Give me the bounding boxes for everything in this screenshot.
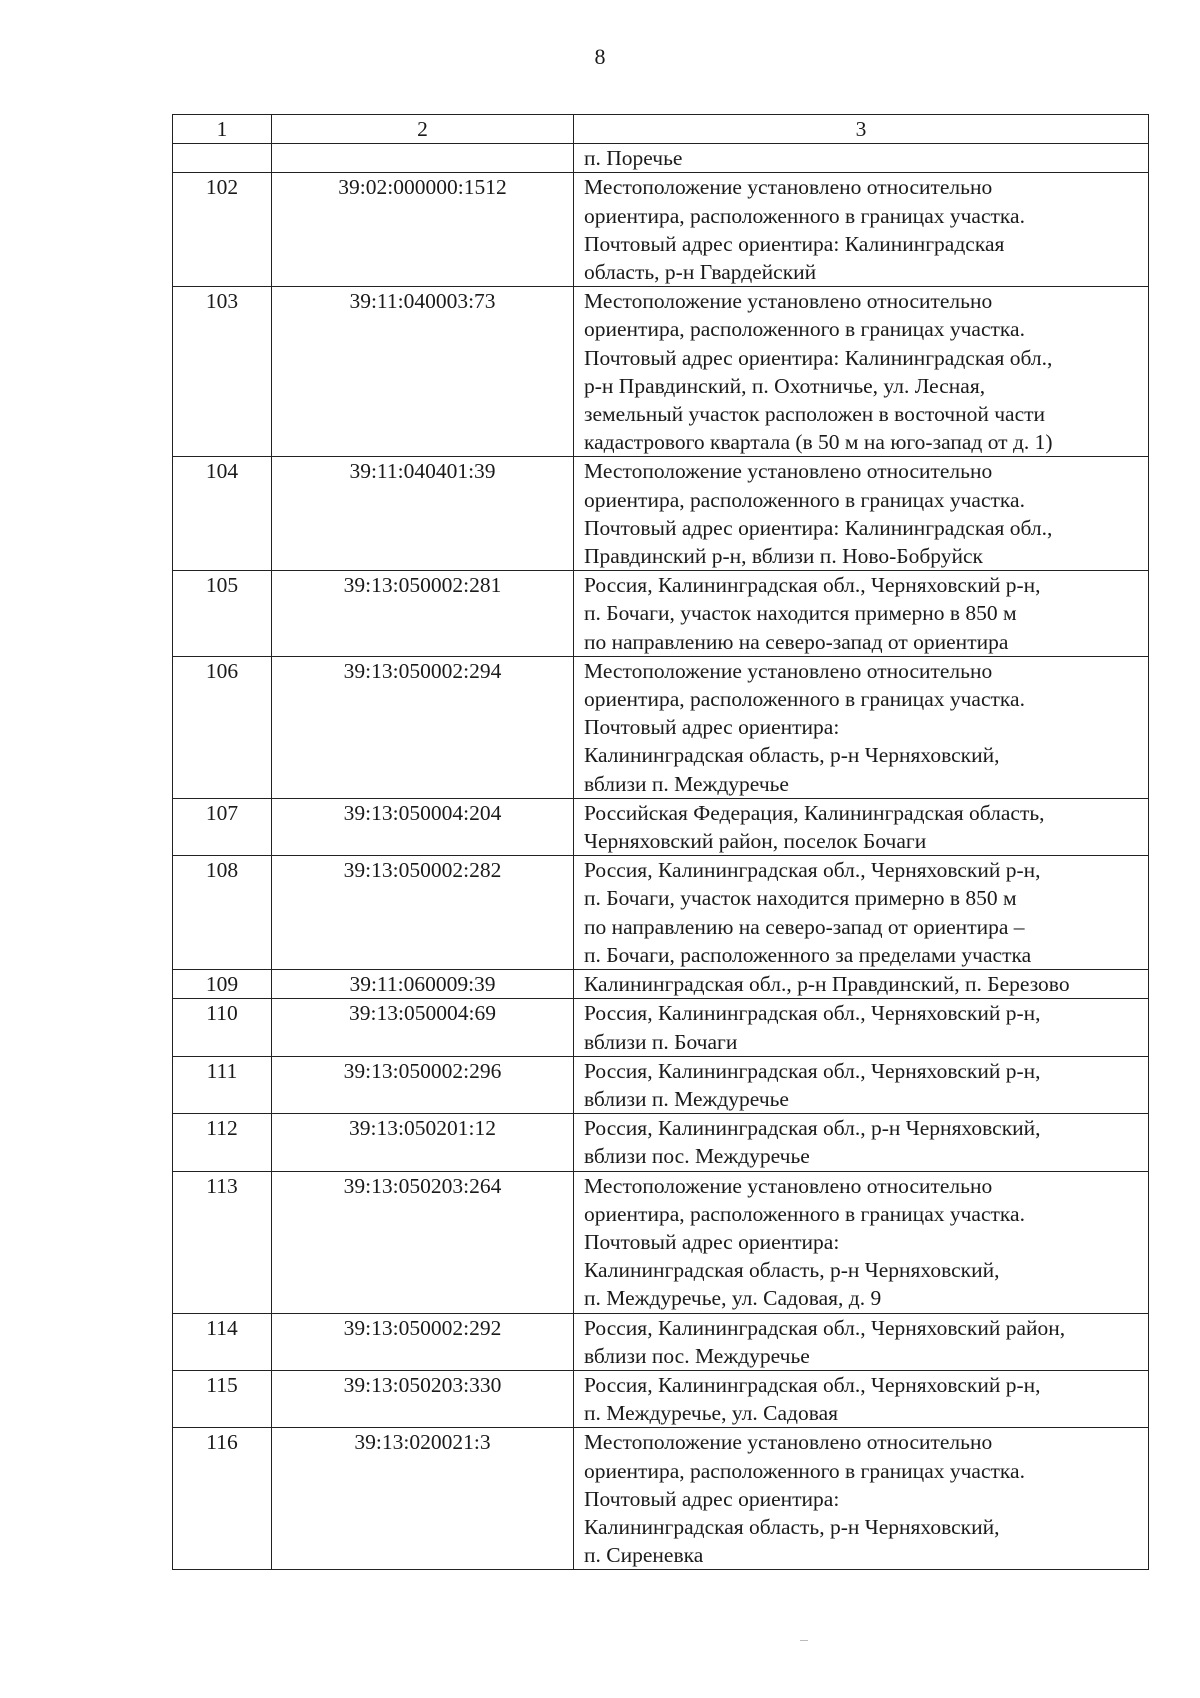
address-cell: Местоположение установлено относительно ориентира, расположенного в границах участка. Почтовый адрес ориентира: Калининградская область, р-н Гвардейский — [574, 173, 1149, 287]
scan-artifact — [800, 1640, 808, 1641]
address-cell: Россия, Калининградская обл., р-н Черняховский, вблизи пос. Междуречье — [574, 1114, 1149, 1171]
table-row — [173, 999, 1149, 1056]
table-body — [173, 115, 1149, 1570]
address-cell: Местоположение установлено относительно ориентира, расположенного в границах участка. Почтовый адрес ориентира: Калининградская обл., Правдинский р-н, вблизи п. Ново-Бобруйск — [574, 457, 1149, 571]
row-number-cell: 111 — [173, 1056, 272, 1113]
cadastral-number-cell: 39:11:060009:39 — [272, 970, 574, 999]
row-number-cell: 114 — [173, 1313, 272, 1370]
table-row — [173, 1428, 1149, 1570]
column-header-3: 3 — [574, 115, 1149, 144]
column-header-2: 2 — [272, 115, 574, 144]
row-number-cell: 102 — [173, 173, 272, 287]
cadastral-number-cell: 39:13:050002:294 — [272, 656, 574, 798]
address-cell: Российская Федерация, Калининградская область, Черняховский район, поселок Бочаги — [574, 798, 1149, 855]
table-row — [173, 571, 1149, 657]
address-cell: Россия, Калининградская обл., Черняховский р-н, п. Междуречье, ул. Садовая — [574, 1370, 1149, 1427]
table-row — [173, 798, 1149, 855]
table-row — [173, 970, 1149, 999]
row-number-cell: 104 — [173, 457, 272, 571]
row-number-cell: 112 — [173, 1114, 272, 1171]
cadastral-number-cell: 39:13:020021:3 — [272, 1428, 574, 1570]
row-number-cell: 107 — [173, 798, 272, 855]
cadastral-number-cell: 39:02:000000:1512 — [272, 173, 574, 287]
address-cell: Местоположение установлено относительно ориентира, расположенного в границах участка. Почтовый адрес ориентира: Калининградская область, р-н Черняховский, п. Междуречье, ул. Садовая, д. 9 — [574, 1171, 1149, 1313]
address-cell: Россия, Калининградская обл., Черняховский район, вблизи пос. Междуречье — [574, 1313, 1149, 1370]
table-row — [173, 457, 1149, 571]
cadastral-number-cell: 39:13:050002:281 — [272, 571, 574, 657]
address-cell: Местоположение установлено относительно ориентира, расположенного в границах участка. Почтовый адрес ориентира: Калининградская область, р-н Черняховский, вблизи п. Междуречье — [574, 656, 1149, 798]
table-header-row — [173, 115, 1149, 144]
cadastral-number-cell: 39:11:040003:73 — [272, 287, 574, 457]
page-number: 8 — [594, 44, 606, 69]
row-number-cell: 106 — [173, 656, 272, 798]
table-row — [173, 1114, 1149, 1171]
table-row — [173, 1056, 1149, 1113]
cadastral-number-cell: 39:11:040401:39 — [272, 457, 574, 571]
land-plots-table — [172, 114, 1149, 1570]
table-row — [173, 144, 1149, 173]
cadastral-number-cell: 39:13:050203:330 — [272, 1370, 574, 1427]
table-row — [173, 287, 1149, 457]
address-cell: Россия, Калининградская обл., Черняховский р-н, п. Бочаги, участок находится примерно в 850 м по направлению на северо-запад от ориентира — [574, 571, 1149, 657]
row-number-cell: 113 — [173, 1171, 272, 1313]
cadastral-number-cell: 39:13:050002:292 — [272, 1313, 574, 1370]
address-cell: Калининградская обл., р-н Правдинский, п. Березово — [574, 970, 1149, 999]
table-row — [173, 856, 1149, 970]
row-number-cell: 109 — [173, 970, 272, 999]
row-number-cell: 110 — [173, 999, 272, 1056]
address-cell: Россия, Калининградская обл., Черняховский р-н, вблизи п. Междуречье — [574, 1056, 1149, 1113]
row-number-cell: 116 — [173, 1428, 272, 1570]
table-row — [173, 173, 1149, 287]
table-row — [173, 1171, 1149, 1313]
cadastral-number-cell: 39:13:050004:69 — [272, 999, 574, 1056]
table-row — [173, 1370, 1149, 1427]
row-number-cell: 105 — [173, 571, 272, 657]
cadastral-number-cell: 39:13:050004:204 — [272, 798, 574, 855]
column-header-1: 1 — [173, 115, 272, 144]
cadastral-number-cell: 39:13:050002:296 — [272, 1056, 574, 1113]
table-row — [173, 656, 1149, 798]
address-cell: Россия, Калининградская обл., Черняховский р-н, п. Бочаги, участок находится примерно в 850 м по направлению на северо-запад от ориентира – п. Бочаги, расположенного за пределами участка — [574, 856, 1149, 970]
cadastral-number-cell: 39:13:050002:282 — [272, 856, 574, 970]
address-cell: п. Поречье — [574, 144, 1149, 173]
row-number-cell — [173, 144, 272, 173]
table-row — [173, 1313, 1149, 1370]
address-cell: Местоположение установлено относительно ориентира, расположенного в границах участка. Почтовый адрес ориентира: Калининградская обл., р-н Правдинский, п. Охотничье, ул. Лесная, земельный участок расположен в восточной части кадастрового квартала (в 50 м на юго-запад от д. 1) — [574, 287, 1149, 457]
row-number-cell: 108 — [173, 856, 272, 970]
cadastral-number-cell: 39:13:050203:264 — [272, 1171, 574, 1313]
row-number-cell: 115 — [173, 1370, 272, 1427]
cadastral-number-cell — [272, 144, 574, 173]
address-cell: Местоположение установлено относительно ориентира, расположенного в границах участка. Почтовый адрес ориентира: Калининградская область, р-н Черняховский, п. Сиреневка — [574, 1428, 1149, 1570]
row-number-cell: 103 — [173, 287, 272, 457]
address-cell: Россия, Калининградская обл., Черняховский р-н, вблизи п. Бочаги — [574, 999, 1149, 1056]
cadastral-number-cell: 39:13:050201:12 — [272, 1114, 574, 1171]
